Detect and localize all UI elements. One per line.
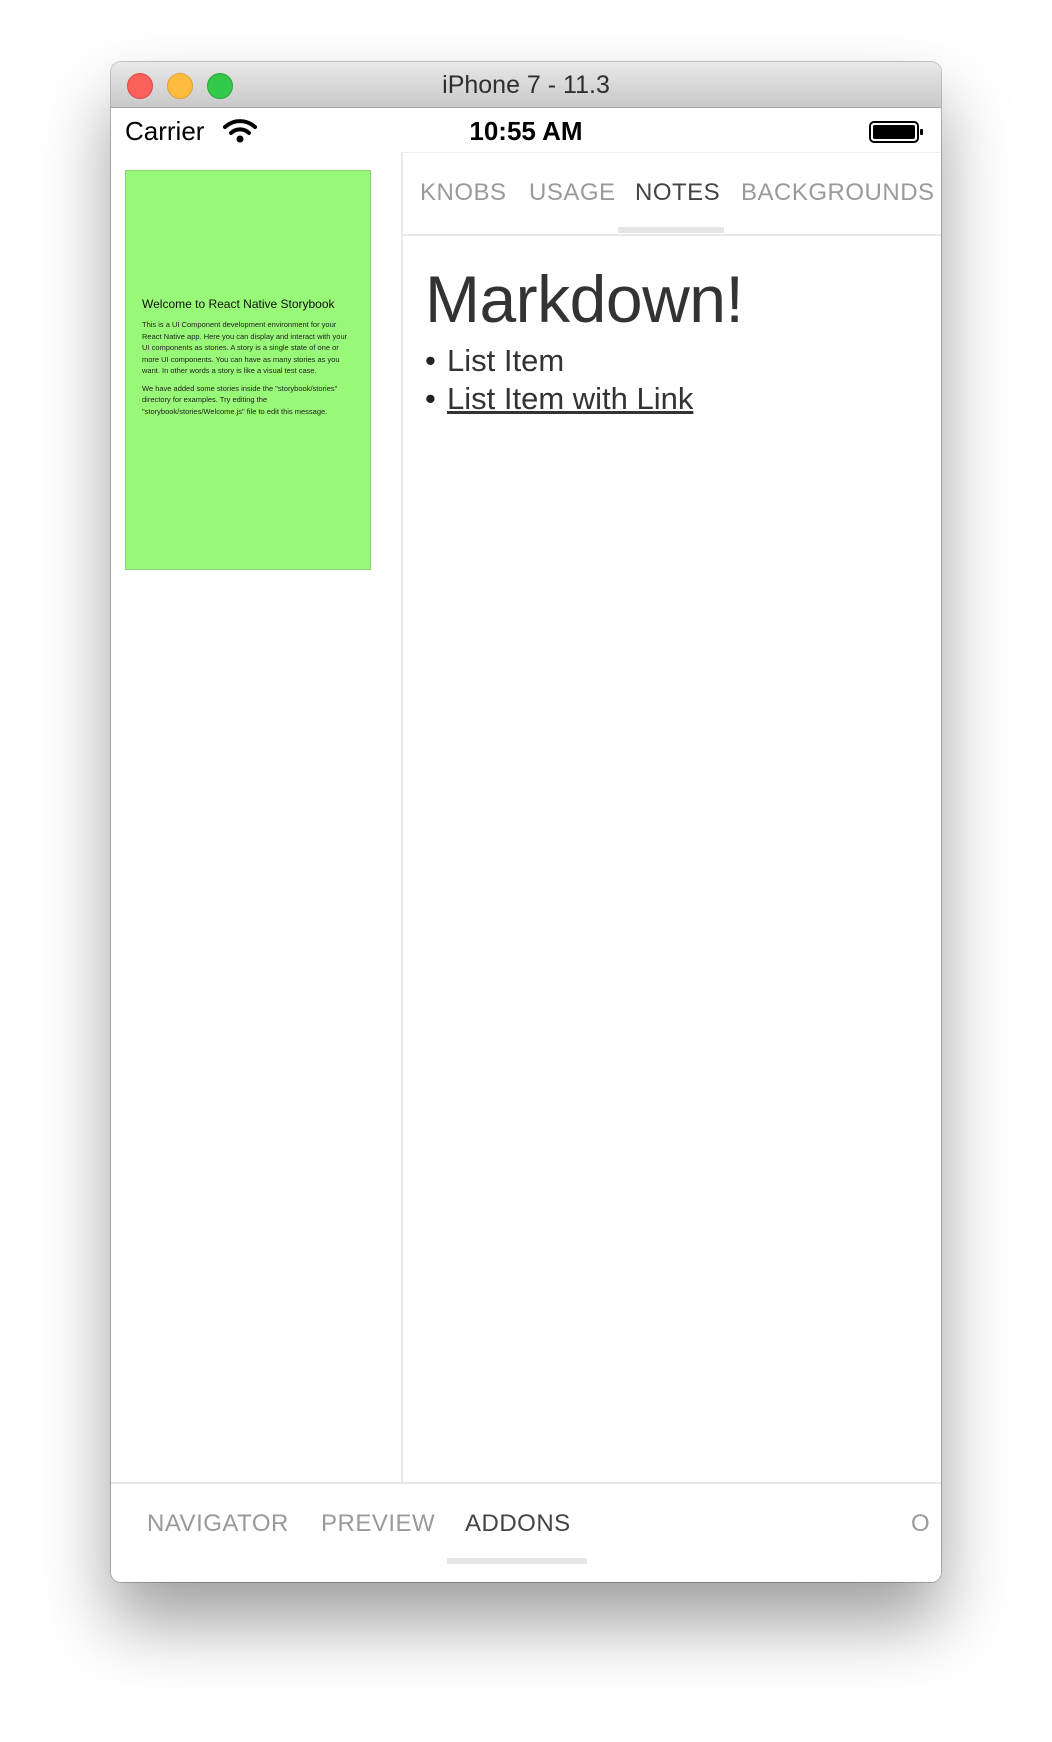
notes-list (425, 342, 935, 418)
welcome-story-card (125, 170, 371, 570)
story-preview-pane (111, 152, 401, 1482)
story-paragraph: This is a UI Component development environment for your React Native app. Here you can display and interact with your UI components as stories. A story is a single state of one or more UI components. You can have as many stories as you want. In other words a story is like a visual test case. (142, 320, 348, 375)
list-item-text: List Item (447, 343, 565, 378)
window-title: iPhone 7 - 11.3 (442, 71, 610, 99)
tab-backgrounds[interactable]: BACKGROUNDS (741, 179, 935, 206)
tab-addons[interactable]: ADDONS (465, 1510, 571, 1537)
story-paragraph: We have added some stories inside the "storybook/stories" directory for examples. Try editing the "storybook/stories/Welcome.js" file to edit this message. (142, 383, 338, 416)
battery-icon (869, 120, 925, 144)
tab-usage[interactable]: USAGE (529, 179, 616, 206)
tab-preview[interactable]: PREVIEW (321, 1510, 436, 1537)
notes-content (425, 262, 935, 418)
addon-tab-bar (403, 152, 941, 236)
bottom-right-label[interactable]: O (911, 1510, 931, 1537)
bottom-active-tab-indicator (447, 1558, 587, 1564)
tab-navigator[interactable]: NAVIGATOR (147, 1510, 289, 1537)
window-titlebar[interactable] (111, 62, 941, 108)
notes-heading: Markdown! (425, 262, 744, 336)
tab-notes[interactable]: NOTES (635, 179, 721, 206)
tab-knobs[interactable]: KNOBS (420, 179, 507, 206)
status-bar (111, 108, 941, 152)
addons-pane (403, 152, 941, 1482)
story-title: Welcome to React Native Storybook (142, 297, 335, 311)
list-item (425, 342, 935, 380)
bottom-tab-bar (111, 1482, 941, 1582)
list-item (425, 380, 935, 418)
list-item-link[interactable]: List Item with Link (447, 381, 694, 416)
bullet: • (425, 381, 436, 416)
device-screen (111, 108, 941, 1582)
bullet: • (425, 343, 436, 378)
status-time: 10:55 AM (469, 116, 583, 146)
active-tab-indicator (618, 227, 724, 233)
carrier-label: Carrier (125, 116, 205, 146)
simulator-window (111, 62, 941, 1582)
